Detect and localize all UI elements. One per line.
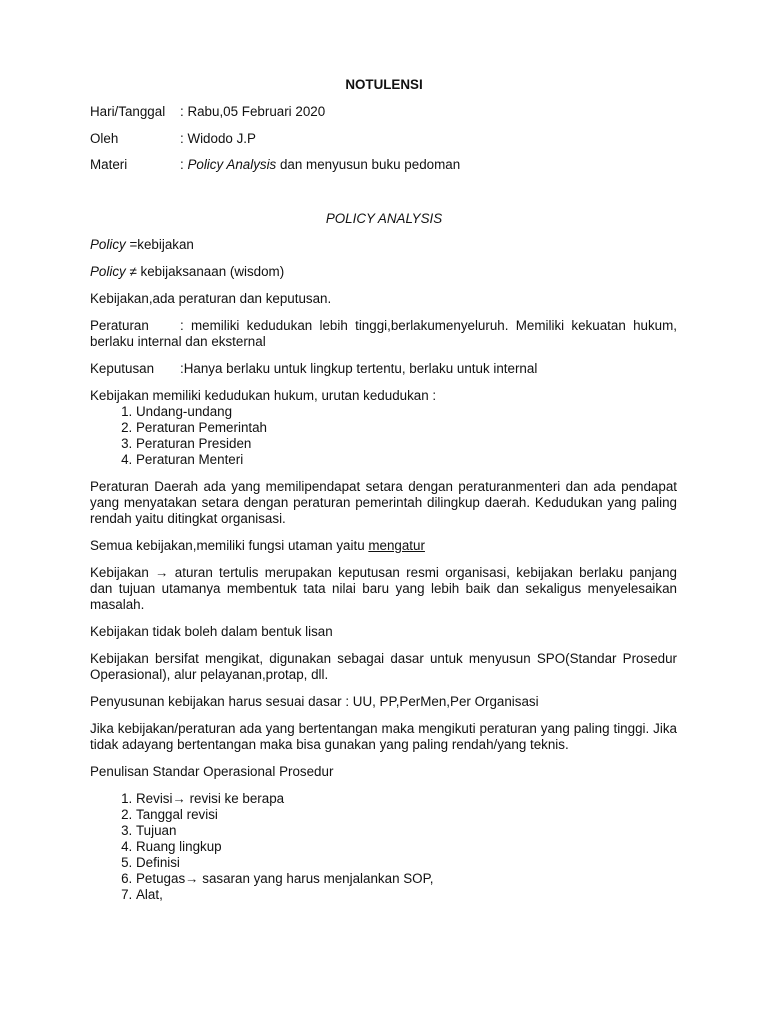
fungsi-underlined: mengatur [368,538,425,553]
right-arrow-icon: → [185,871,199,886]
policy-meaning: =kebijakan [125,237,194,252]
list-item: 2. Peraturan Pemerintah [136,420,677,436]
meta-topic-italic: Policy Analysis [187,157,277,172]
list-item: 4. Peraturan Menteri [136,452,677,468]
list-item: 2. Tanggal revisi [136,807,677,823]
paragraph-lisan: Kebijakan tidak boleh dalam bentuk lisan [90,624,333,639]
meta-author-value: : Widodo J.P [180,131,256,146]
policy-not-wisdom [90,264,677,280]
meta-date-row [90,104,325,120]
meta-author-label: Oleh [90,131,119,146]
paragraph-fungsi [90,538,677,554]
paragraph-penulisan-sop: Penulisan Standar Operasional Prosedur [90,764,334,779]
right-arrow-icon: → [172,791,186,806]
kebijakan-arrow-text: aturan tertulis merupakan keputusan resmi organisasi, kebijakan berlaku panjang dan tujuan utamanya membentuk tata nilai baru yang lebih baik dan sekaligus menyelesaikan masalah. [90,565,677,612]
fungsi-prefix: Semua kebijakan,memiliki fungsi utaman yaitu [90,538,369,553]
list-item: 4. Ruang lingkup [136,839,677,855]
sop-item-revisi-desc: revisi ke berapa [185,791,285,806]
policy-not-meaning: ≠ kebijaksanaan (wisdom) [125,264,285,279]
paragraph-bertentangan: Jika kebijakan/peraturan ada yang bertentangan maka mengikuti peraturan yang paling tinggi. Jika tidak adayang bertentangan maka bisa gunakan yang paling rendah/yang teknis. [90,721,677,752]
sop-item-petugas-desc: sasaran yang harus menjalankan SOP, [198,871,434,886]
list-item [136,871,677,887]
list-item: 3. Peraturan Presiden [136,436,677,452]
paragraph-peraturan [90,318,677,350]
paragraph-mengikat: Kebijakan bersifat mengikat, digunakan sebagai dasar untuk menyusun SPO(Standar Prosedur Operasional), alur pelayanan,protap, dll. [90,651,677,682]
keputusan-text: :Hanya berlaku untuk lingkup tertentu, berlaku untuk internal [180,361,538,376]
section-title: POLICY ANALYSIS [325,211,443,226]
paragraph-kebijakan-aturan [90,565,677,613]
list-item: 3. Tujuan [136,823,677,839]
sop-item-petugas: Petugas [136,871,186,886]
sop-list [90,791,677,903]
paragraph-perda: Peraturan Daerah ada yang memilipendapat setara dengan peraturanmenteri dan ada pendapat yang menyatakan setara dengan peraturan pemerintah dilingkup daerah. Kedudukan yang paling rendah yaitu ditingkat organisasi. [90,479,677,526]
list-item [136,791,677,807]
meta-topic-rest: dan menyusun buku pedoman [276,157,461,172]
paragraph-kedudukan-intro: Kebijakan memiliki kedudukan hukum, urutan kedudukan : [90,388,437,403]
meta-date-value: : Rabu,05 Februari 2020 [180,104,326,119]
document-title: NOTULENSI [345,77,423,92]
list-item: 5. Definisi [136,855,677,871]
meta-topic-row [90,157,460,173]
document-body [90,237,677,914]
meta-date-label: Hari/Tanggal [90,104,166,119]
kedudukan-list [90,404,677,468]
meta-topic-label: Materi [90,157,128,172]
meta-author-row [90,131,256,147]
policy-term: Policy [90,237,126,252]
list-item: 7. Alat, [136,887,677,903]
paragraph-penyusunan: Penyusunan kebijakan harus sesuai dasar : UU, PP,PerMen,Per Organisasi [90,694,539,709]
keputusan-label: Keputusan [90,361,155,376]
policy-term-2: Policy [90,264,126,279]
list-item: 1. Undang-undang [136,404,677,420]
kebijakan-arrow-label: Kebijakan [90,565,156,580]
policy-definition [90,237,677,253]
sop-item-revisi: Revisi [136,791,173,806]
paragraph-keputusan [90,361,677,377]
paragraph-kebijakan-ada: Kebijakan,ada peraturan dan keputusan. [90,291,332,306]
peraturan-text: : memiliki kedudukan lebih tinggi,berlakumenyeluruh. Memiliki kekuatan hukum, berlaku internal dan eksternal [90,318,677,349]
peraturan-label: Peraturan [90,318,149,333]
right-arrow-icon: → [155,565,169,580]
meta-topic-prefix: : [180,157,188,172]
